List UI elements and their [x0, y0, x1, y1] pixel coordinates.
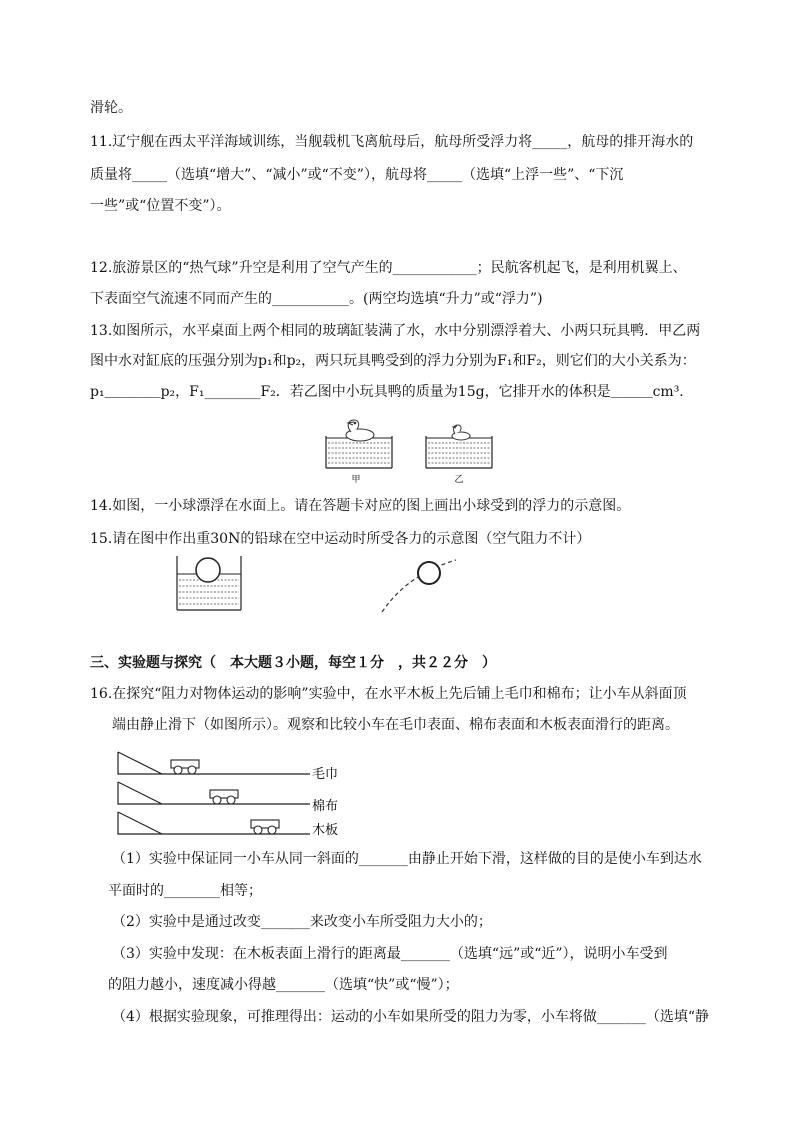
text-line: 图中水对缸底的压强分别为p₁和p₂，两只玩具鸭受到的浮力分别为F₁和F₂，则它们的大小关系为： — [90, 353, 696, 369]
section-heading: 三、实验题与探究（ 本大题３小题，每空１分 ，共２２分 ） — [90, 655, 496, 671]
floating-ball-figure — [176, 554, 242, 612]
text-line: 的阻力越小，速度减小得越_______（选填“快”或“慢”）； — [108, 977, 459, 993]
text-line: 下表面空气流速不同而产生的___________。(两空均选填“升力”或“浮力”) — [90, 291, 543, 307]
question-14: 14.如图，一小球漂浮在水面上。请在答题卡对应的图上画出小球受到的浮力的示意图。 — [90, 498, 631, 514]
cart-icon — [171, 760, 199, 774]
question-13: 13.如图所示，水平桌面上两个相同的玻璃缸装满了水，水中分别漂浮着大、小两只玩具鸭．甲乙两 — [90, 323, 701, 339]
tank-jia — [326, 420, 392, 468]
small-duck-icon — [452, 425, 470, 440]
sub-question-4: （4）根据实验现象，可推理得出：运动的小车如果所受的阻力为零，小车将做_______（选填“静 — [112, 1009, 710, 1025]
cart-icon — [251, 820, 279, 834]
ball-icon — [196, 558, 220, 582]
text-line: 一些”或“位置不变”）。 — [90, 198, 231, 214]
label-yi: 乙 — [454, 475, 464, 485]
text-line: 质量将_____（选填“增大”、“减小”或“不变”），航母将_____（选填“上浮一些”、“下沉 — [90, 167, 624, 183]
incline-experiment-figure — [114, 748, 364, 838]
shot-put-figure — [378, 556, 474, 614]
shot-put-ball-icon — [418, 562, 440, 584]
tank-yi — [426, 425, 492, 468]
surface-label-cotton: 棉布 — [312, 799, 339, 814]
surface-label-board: 木板 — [312, 823, 339, 838]
cart-icon — [210, 790, 238, 804]
text-line: 端由静止滑下（如图所示）。观察和比较小车在毛巾表面、棉布表面和木板表面滑行的距离。 — [112, 717, 679, 733]
sub-question-3: （3）实验中发现：在木板表面上滑行的距离最_______（选填“远”或“近”），说明小车受到 — [112, 946, 668, 962]
text-line: 滑轮。 — [90, 100, 132, 116]
question-15: 15.请在图中作出重30N的铅球在空中运动时所受各力的示意图（空气阻力不计） — [90, 531, 591, 547]
label-jia: 甲 — [351, 475, 361, 485]
question-12: 12.旅游景区的“热气球”升空是利用了空气产生的____________；民航客机起飞，是利用机翼上、 — [90, 260, 687, 276]
sub-question-1: （1）实验中保证同一小车从同一斜面的_______由静止开始下滑，这样做的目的是使小车到达水 — [112, 851, 702, 867]
question-11: 11.辽宁舰在西太平洋海域训练，当舰载机飞离航母后，航母所受浮力将_____，航母的排开海水的 — [90, 134, 694, 150]
text-line: 平面时的________相等； — [108, 883, 262, 899]
sub-question-2: （2）实验中是通过改变_______来改变小车所受阻力大小的； — [112, 914, 492, 930]
large-duck-icon — [346, 420, 374, 441]
duck-tanks-figure — [320, 418, 500, 486]
question-16: 16.在探究“阻力对物体运动的影响”实验中，在水平木板上先后铺上毛巾和棉布；让小车从斜面顶 — [90, 686, 687, 702]
text-line: p₁＿＿＿＿p₂，F₁________F₂．若乙图中小玩具鸭的质量为15g，它排开水的体积是＿＿＿cm³. — [90, 384, 684, 400]
surface-label-towel: 毛巾 — [312, 767, 339, 782]
